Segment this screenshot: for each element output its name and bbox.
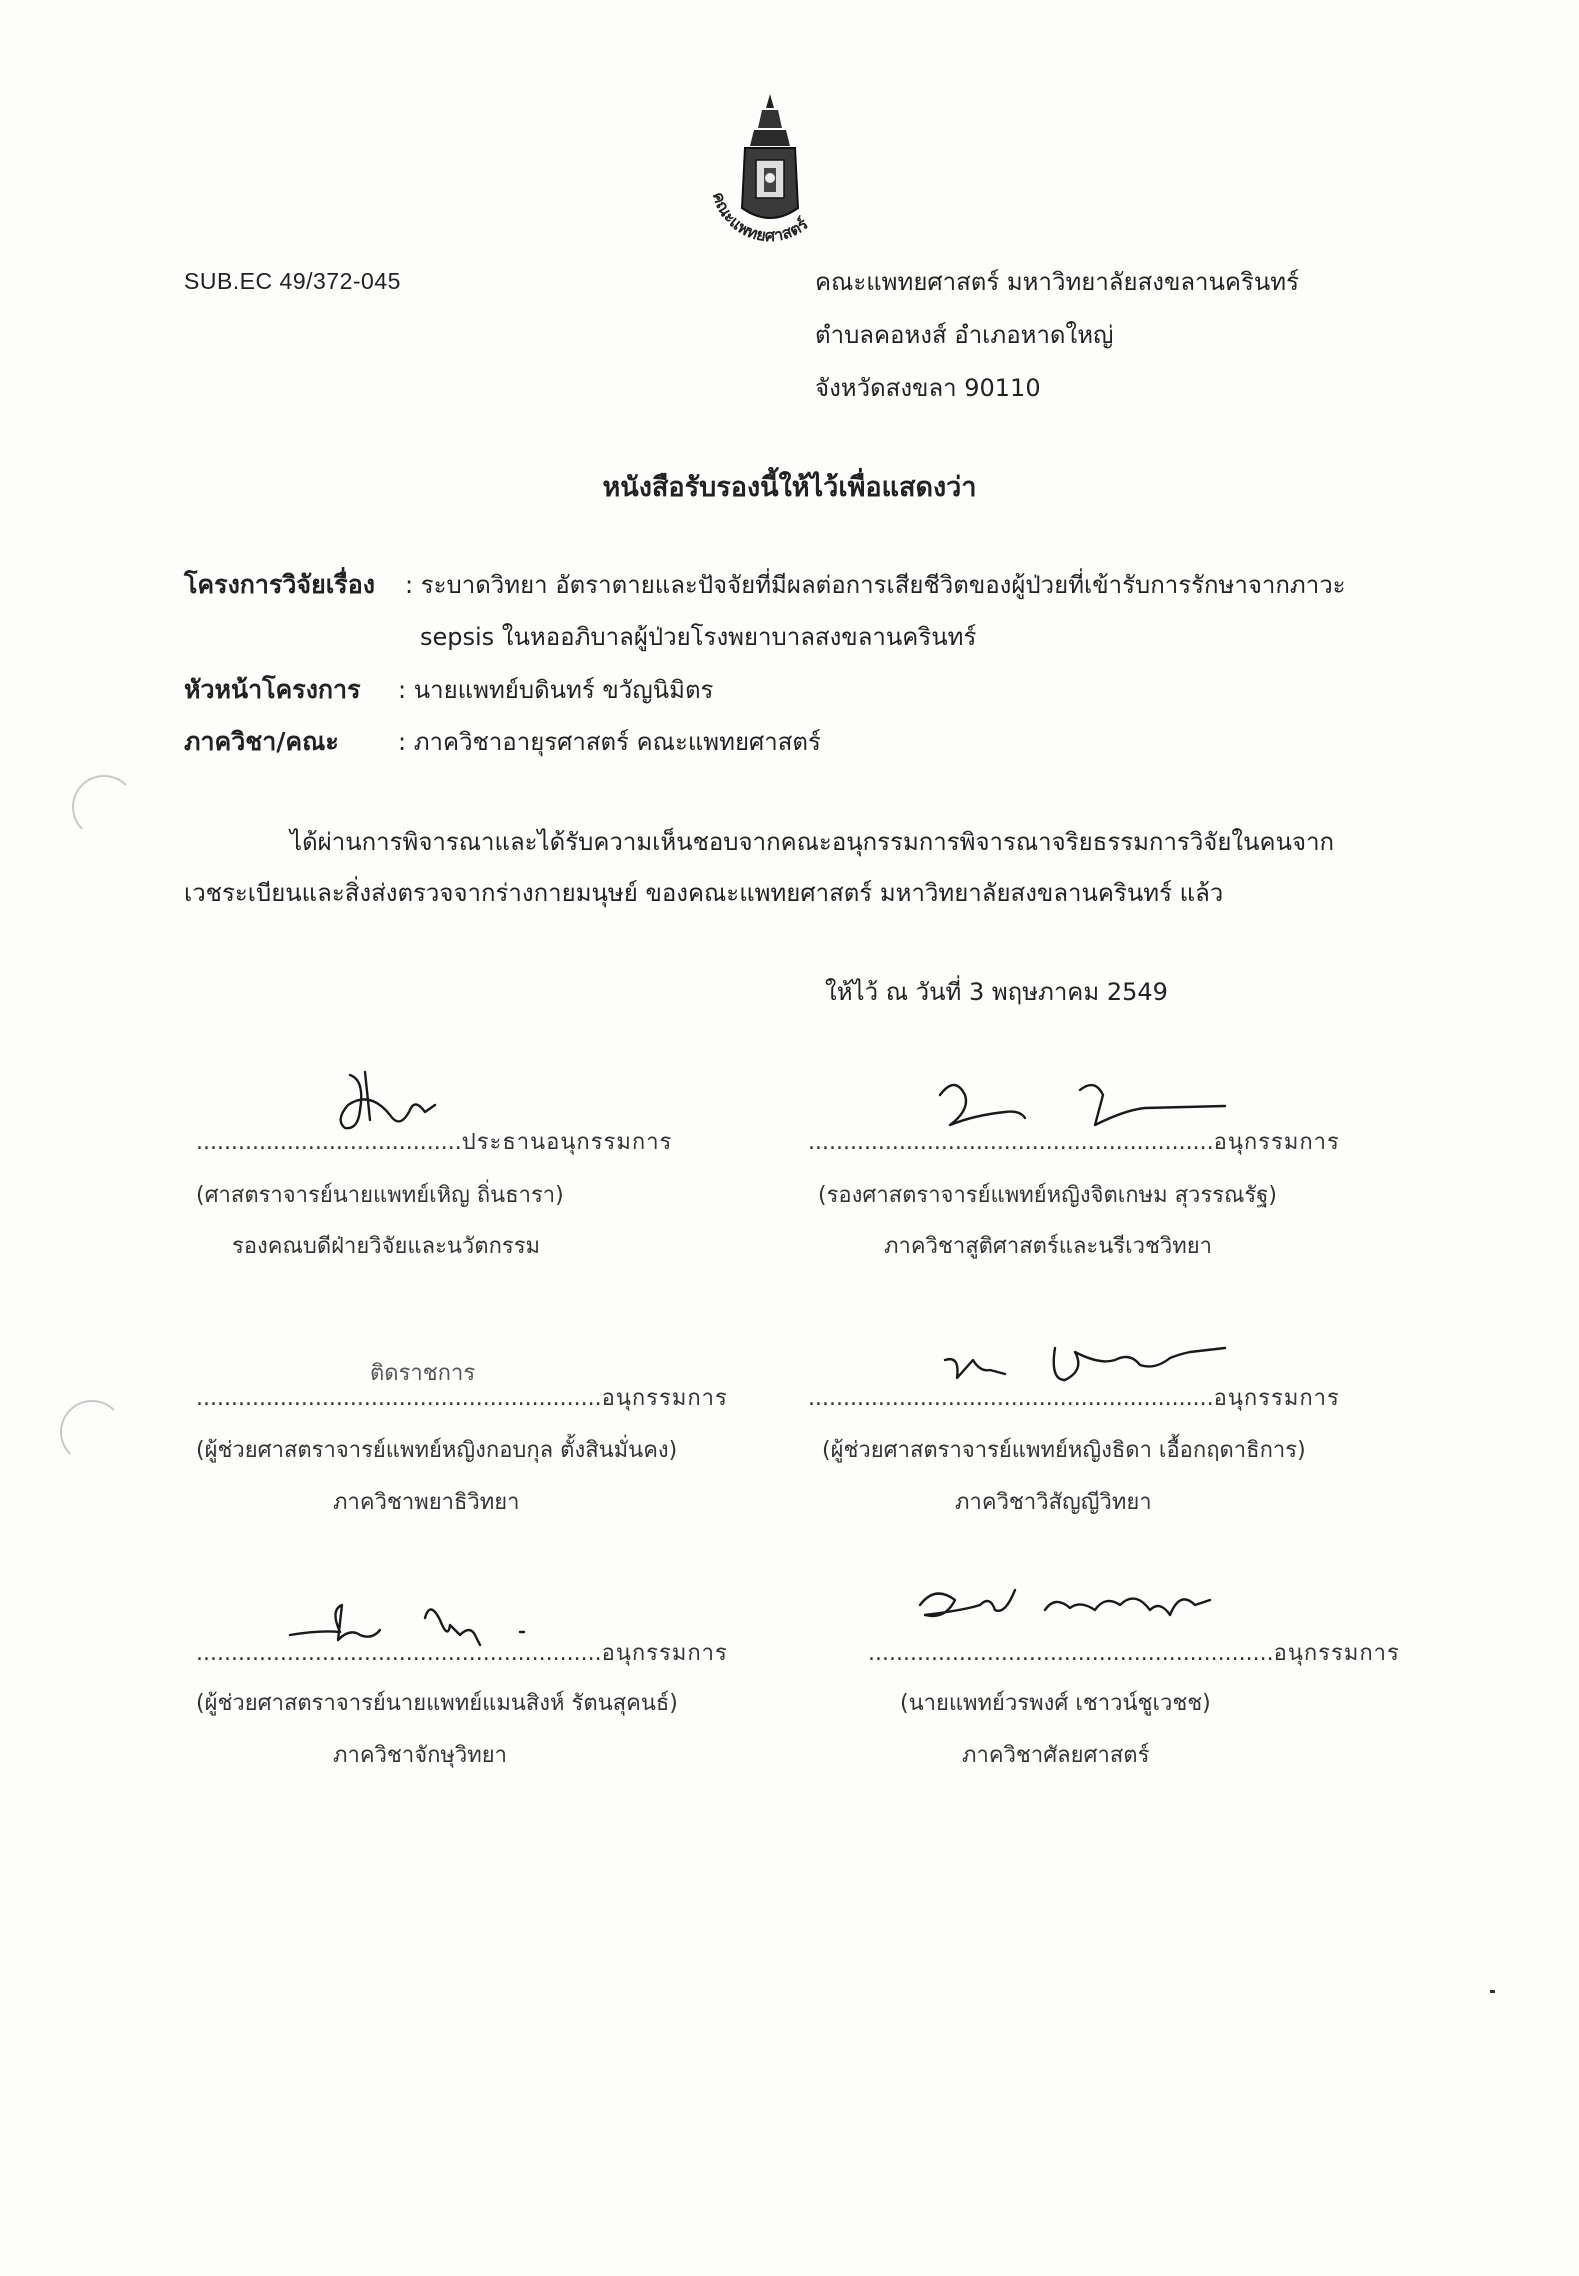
signature-3-line: ..........................................................อนุกรรมการ <box>196 1386 728 1411</box>
reference-number: SUB.EC 49/372-045 <box>184 268 401 294</box>
signature-5-name: (ผู้ช่วยศาสตราจารย์นายแพทย์แมนสิงห์ รัตนสุคนธ์) <box>196 1691 678 1716</box>
project-label: โครงการวิจัยเรื่อง <box>184 570 375 599</box>
signature-1-line: ......................................ประธานอนุกรรมการ <box>196 1130 673 1155</box>
address-line-2: ตำบลคอหงส์ อำเภอหาดใหญ่ <box>815 321 1114 349</box>
given-date: ให้ไว้ ณ วันที่ 3 พฤษภาคม 2549 <box>825 978 1168 1006</box>
signature-4-name: (ผู้ช่วยศาสตราจารย์แพทย์หญิงธิดา เอื้อกฤดาธิการ) <box>822 1438 1306 1463</box>
signature-2-dept: ภาควิชาสูติศาสตร์และนรีเวชวิทยา <box>884 1234 1213 1259</box>
signature-2-line: ..........................................................อนุกรรมการ <box>808 1130 1340 1155</box>
signature-3-handwritten-note: ติดราชการ <box>370 1361 476 1386</box>
address-line-3: จังหวัดสงขลา 90110 <box>815 374 1041 402</box>
dept-label: ภาควิชา/คณะ <box>184 727 339 756</box>
signature-1-dept: รองคณบดีฝ่ายวิจัยและนวัตกรรม <box>232 1234 541 1259</box>
signature-3-name: (ผู้ช่วยศาสตราจารย์แพทย์หญิงกอบกุล ตั้งสินมั่นคง) <box>196 1438 678 1463</box>
body-line-2: เวชระเบียนและสิ่งส่งตรวจจากร่างกายมนุษย์ ของคณะแพทยศาสตร์ มหาวิทยาลัยสงขลานครินทร์ แล้ว <box>184 879 1224 907</box>
address-line-1: คณะแพทยศาสตร์ มหาวิทยาลัยสงขลานครินทร์ <box>815 268 1299 296</box>
hole-punch-mark-top <box>72 775 136 839</box>
scan-speck <box>1490 1990 1495 1993</box>
signature-6-line: ..........................................................อนุกรรมการ <box>868 1641 1400 1666</box>
hole-punch-mark-bottom <box>60 1400 124 1464</box>
signature-5-dept: ภาควิชาจักษุวิทยา <box>333 1743 508 1768</box>
signature-3-dept: ภาควิชาพยาธิวิทยา <box>333 1490 520 1515</box>
body-line-1: ได้ผ่านการพิจารณาและได้รับความเห็นชอบจากคณะอนุกรรมการพิจารณาจริยธรรมการวิจัยในคนจาก <box>290 828 1335 856</box>
project-title-line-2: sepsis ในหออภิบาลผู้ป่วยโรงพยาบาลสงขลานครินทร์ <box>420 623 977 651</box>
signature-5-line: ..........................................................อนุกรรมการ <box>196 1641 728 1666</box>
signature-4-line: ..........................................................อนุกรรมการ <box>808 1386 1340 1411</box>
signature-6-dept: ภาควิชาศัลยศาสตร์ <box>962 1743 1150 1768</box>
project-title-line-1: : ระบาดวิทยา อัตราตายและปัจจัยที่มีผลต่อการเสียชีวิตของผู้ป่วยที่เข้ารับการรักษาจากภาวะ <box>405 571 1346 599</box>
seal-text: คณะแพทยศาสตร์ <box>708 189 812 246</box>
lead-label: หัวหน้าโครงการ <box>184 675 361 704</box>
document-title: หนังสือรับรองนี้ให้ไว้เพื่อแสดงว่า <box>602 472 977 503</box>
signature-1-name: (ศาสตราจารย์นายแพทย์เหิญ ถิ่นธารา) <box>196 1183 564 1208</box>
faculty-seal-emblem <box>690 88 850 263</box>
signature-2-name: (รองศาสตราจารย์แพทย์หญิงจิตเกษม สุวรรณรัฐ) <box>818 1183 1277 1208</box>
lead-value: : นายแพทย์บดินทร์ ขวัญนิมิตร <box>398 676 714 704</box>
signature-4-dept: ภาควิชาวิสัญญีวิทยา <box>955 1490 1152 1515</box>
signature-6-name: (นายแพทย์วรพงศ์ เชาวน์ชูเวชช) <box>900 1691 1211 1716</box>
dept-value: : ภาควิชาอายุรศาสตร์ คณะแพทยศาสตร์ <box>398 728 821 756</box>
